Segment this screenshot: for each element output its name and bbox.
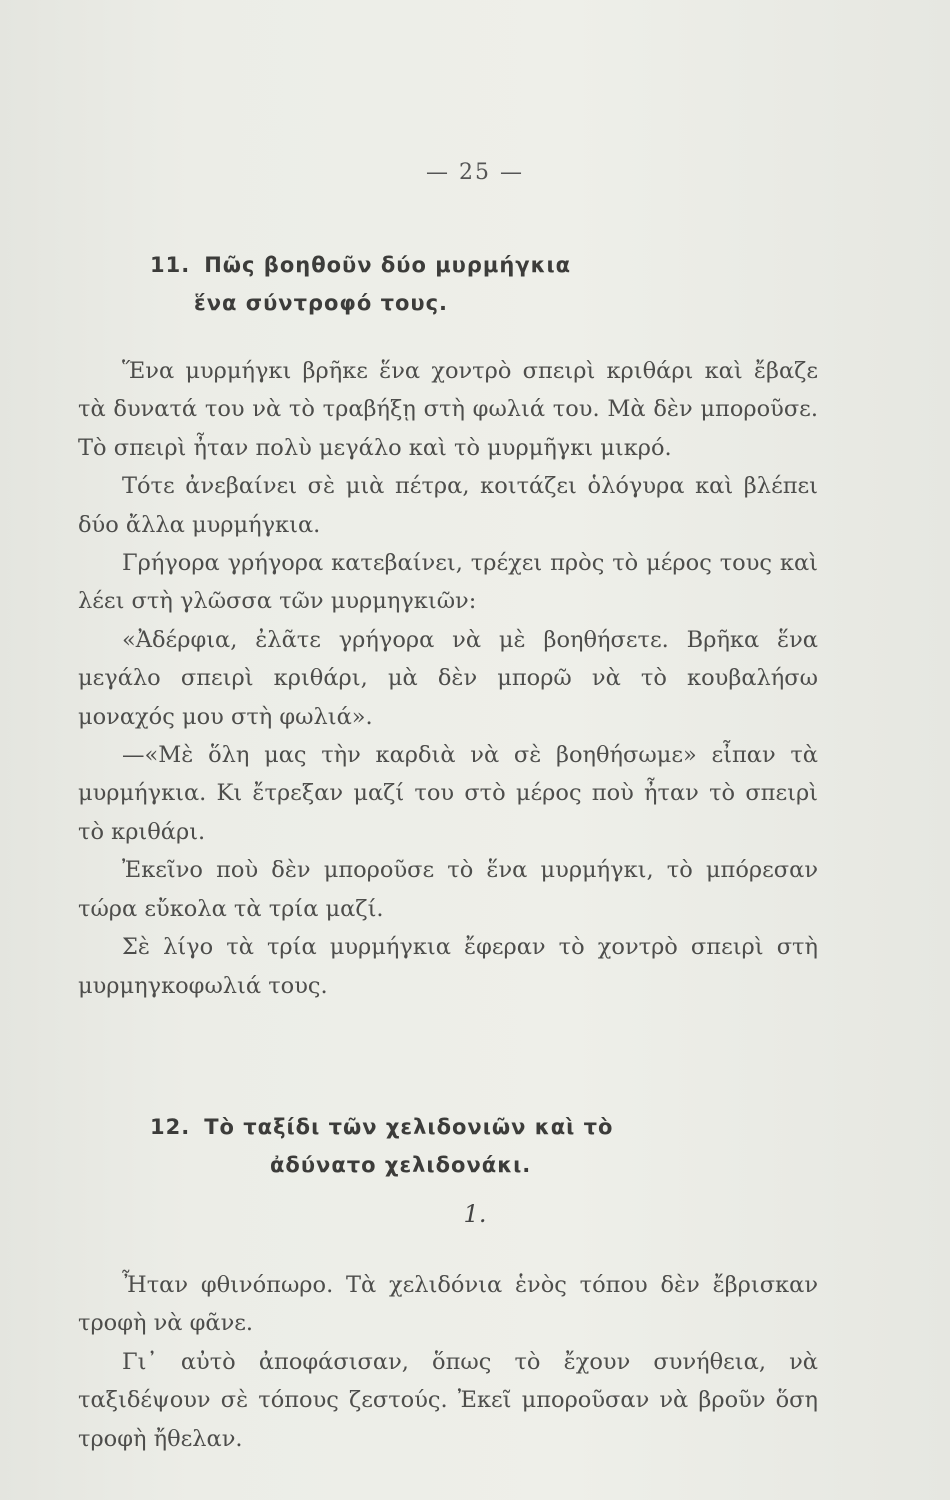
page-number: — 25 — — [426, 160, 524, 185]
paragraph: Ἕνα μυρμήγκι βρῆκε ἕνα χοντρὸ σπειρὶ κριθάρι καὶ ἔβαζε τὰ δυνατά του νὰ τὸ τραβήξῃ στὴ φωλιά του. Μὰ δὲν μποροῦσε. Τὸ σπειρὶ ἦταν πολὺ μεγάλο καὶ τὸ μυρμῆγκι μικρό. — [78, 358, 818, 461]
chapter-11-number: 11. — [150, 253, 191, 277]
chapter-11-title-line2: ἕνα σύντροφό τους. — [194, 291, 449, 315]
chapter-11-body — [78, 352, 818, 1005]
chapter-11-heading — [150, 246, 870, 322]
paragraph: Ἐκεῖνο ποὺ δὲν μποροῦσε τὸ ἕνα μυρμήγκι, τὸ μπόρεσαν τώρα εὔκολα τὰ τρία μαζί. — [78, 857, 818, 922]
chapter-12-heading — [150, 1108, 870, 1184]
paragraph: «Ἀδέρφια, ἐλᾶτε γρήγορα νὰ μὲ βοηθήσετε. Βρῆκα ἕνα μεγάλο σπειρὶ κριθάρι, μὰ δὲν μπορῶ νὰ τὸ κουβαλήσω μοναχός μου στὴ φωλιά». — [78, 626, 818, 730]
section-number: 1. — [463, 1200, 487, 1228]
chapter-12-title-line2: ἀδύνατο χελιδονάκι. — [270, 1153, 532, 1177]
paragraph: —«Μὲ ὅλη μας τὴν καρδιὰ νὰ σὲ βοηθήσωμε» εἶπαν τὰ μυρμήγκια. Κι ἔτρεξαν μαζί του στὸ μέρος ποὺ ἦταν τὸ σπειρὶ τὸ κριθάρι. — [78, 742, 818, 845]
paragraph: Τότε ἀνεβαίνει σὲ μιὰ πέτρα, κοιτάζει ὁλόγυρα καὶ βλέπει δύο ἄλλα μυρμήγκια. — [78, 473, 818, 538]
paragraph: Γι᾽ αὐτὸ ἀποφάσισαν, ὅπως τὸ ἔχουν συνήθεια, νὰ ταξιδέψουν σὲ τόπους ζεστούς. Ἐκεῖ μποροῦσαν νὰ βροῦν ὅση τροφὴ ἤθελαν. — [78, 1348, 818, 1452]
paragraph: Γρήγορα γρήγορα κατεβαίνει, τρέχει πρὸς τὸ μέρος τους καὶ λέει στὴ γλῶσσα τῶν μυρμηγκιῶν: — [78, 550, 818, 615]
paragraph: Σὲ λίγο τὰ τρία μυρμήγκια ἔφεραν τὸ χοντρὸ σπειρὶ στὴ μυρμηγκοφωλιά τους. — [78, 934, 818, 999]
paragraph: Ἦταν φθινόπωρο. Τὰ χελιδόνια ἑνὸς τόπου δὲν ἔβρισκαν τροφὴ νὰ φᾶνε. — [78, 1272, 818, 1337]
chapter-12-body — [78, 1266, 818, 1458]
chapter-11-title-line1: Πῶς βοηθοῦν δύο μυρμήγκια — [204, 253, 572, 277]
chapter-12-number: 12. — [150, 1115, 191, 1139]
chapter-12-title-line1: Τὸ ταξίδι τῶν χελιδονιῶν καὶ τὸ — [204, 1115, 614, 1139]
